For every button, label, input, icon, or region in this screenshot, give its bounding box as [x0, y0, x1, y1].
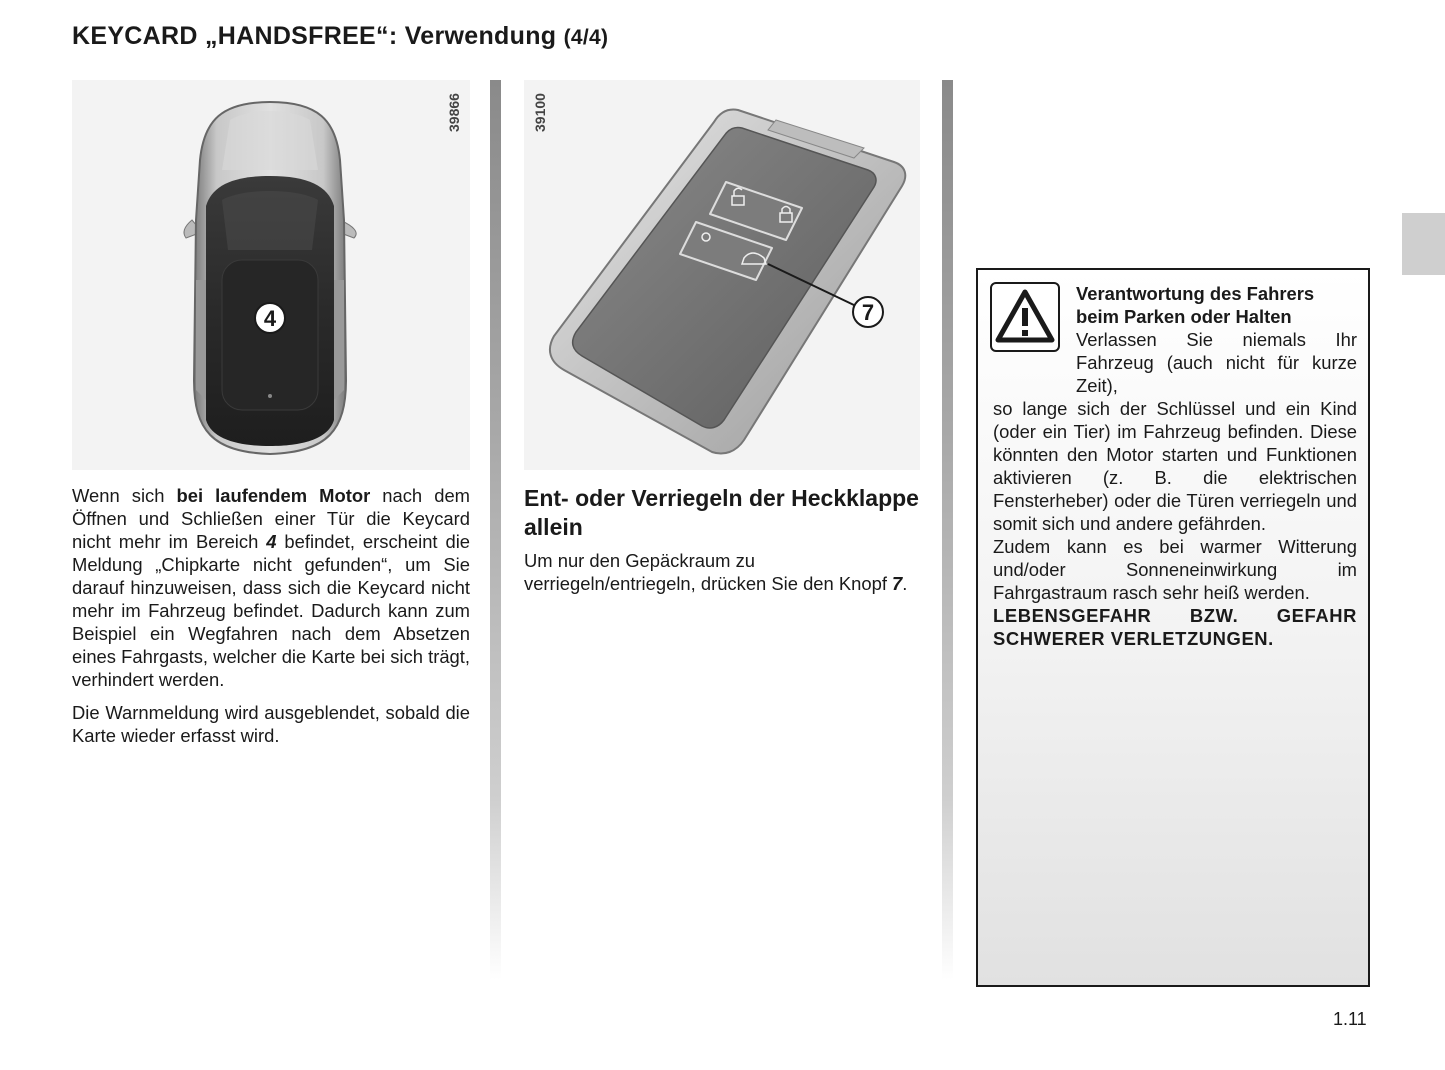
warning-text-heat: Zudem kann es bei warmer Witterung und/oder Sonneneinwirkung im Fahrgastraum rasch sehr heiß werden. [993, 536, 1357, 603]
paragraph-tailgate [524, 549, 922, 595]
page-title [72, 22, 608, 51]
warning-text [993, 328, 1357, 650]
p1-text-middle: nach dem Öffnen und Schließen einer Tür die Keycard nicht mehr im Bereich [72, 485, 470, 552]
keycard-illustration [524, 80, 920, 470]
title-text: KEYCARD „HANDSFREE“: Verwendung [72, 22, 557, 50]
p1-text-start: Wenn sich [72, 485, 177, 506]
title-suffix: (4/4) [563, 26, 609, 49]
car-top-view-figure [72, 80, 470, 470]
section-heading-tailgate: Ent- oder Verriegeln der Heckklappe allein [524, 485, 919, 540]
tailgate-text-start: Um nur den Gepäckraum zu verriegeln/entriegeln, drücken Sie den Knopf [524, 550, 893, 594]
column-divider-left [490, 80, 501, 980]
keycard-figure [524, 80, 920, 470]
warning-box [976, 268, 1370, 987]
tailgate-text-end: . [902, 573, 908, 594]
page-number: 1.11 [1333, 1009, 1367, 1029]
callout-4-label: 4 [263, 306, 277, 331]
middle-column-text [524, 549, 922, 605]
p1-reference-4: 4 [266, 531, 277, 552]
paragraph-motor-running [72, 484, 470, 691]
callout-7-label: 7 [861, 300, 875, 325]
figure-number-middle: 39100 [532, 93, 548, 132]
p1-text-end: befindet, erscheint die Meldung „Chipkarte nicht gefunden“, um Sie darauf hinzuweisen, dass sich die Keycard nicht mehr im Fahrzeug befindet. Dadurch kann zum Beispiel ein Wegfahren nach dem Absetzen eines Fahrgasts, welcher die Karte bei sich trägt, verhindert werden. [72, 531, 471, 690]
paragraph-warning-hidden: Die Warnmeldung wird ausgeblendet, sobald die Karte wieder erfasst wird. [72, 702, 470, 746]
figure-number-left: 39866 [446, 93, 462, 132]
warning-danger-caps: LEBENSGEFAHR BZW. GEFAHR SCHWERER VERLETZUNGEN. [993, 605, 1357, 649]
car-top-view-illustration [72, 80, 470, 470]
left-column-text [72, 484, 470, 757]
warning-heading: Verantwortung des Fahrers beim Parken oder Halten [1076, 283, 1315, 327]
thumb-index-tab [1402, 213, 1445, 275]
tailgate-reference-7: 7 [892, 573, 903, 594]
p1-bold-text: bei laufendem Motor [176, 485, 371, 506]
warning-text-body: so lange sich der Schlüssel und ein Kind (oder ein Tier) im Fahrzeug befinden. Diese könnten den Motor starten und Funktionen aktivieren (z. B. die elektrischen Fensterheber) oder die Türen verriegeln und somit sich und andere gefährden. [993, 398, 1357, 534]
warning-text-lead: Verlassen Sie niemals Ihr Fahrzeug (auch nicht für kurze Zeit), [1076, 329, 1357, 396]
column-divider-right [942, 80, 953, 980]
